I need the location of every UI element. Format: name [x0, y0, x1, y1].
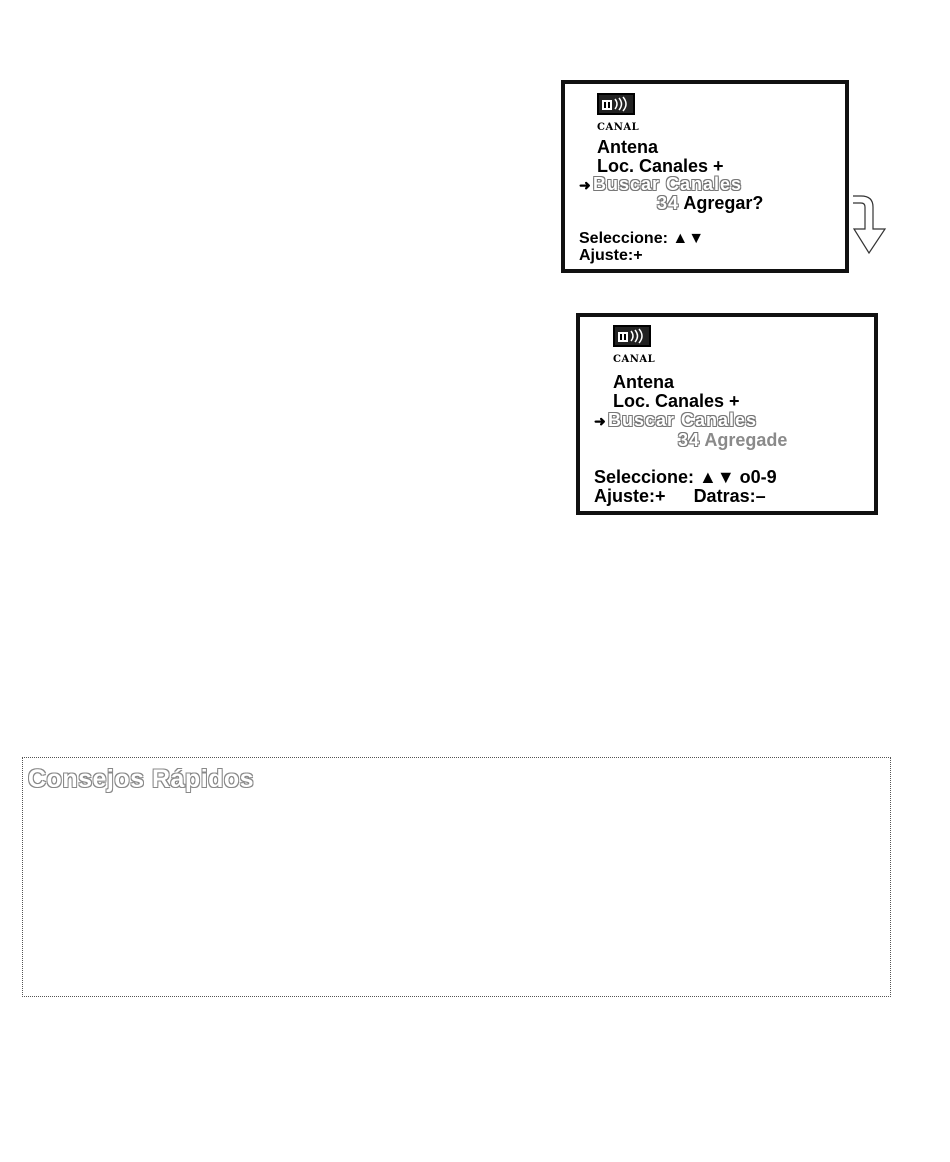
quick-tips-box: [22, 757, 891, 997]
channel-add-row: [657, 194, 763, 212]
added-status: Agregade: [704, 430, 788, 450]
selected-item-label: Buscar Canales: [593, 174, 743, 194]
selection-arrow-icon: ➜: [579, 177, 591, 193]
menu-title: CANAL: [597, 122, 640, 133]
channel-tv-icon: [597, 93, 635, 115]
adjust-hint: Ajuste:+: [594, 486, 666, 506]
select-hint: Seleccione: ▲▼ o0-9: [594, 467, 777, 487]
add-prompt: Agregar?: [683, 193, 764, 213]
menu-item-antena[interactable]: Antena: [613, 372, 675, 392]
channel-number: 34: [678, 430, 701, 450]
selection-arrow-icon: ➜: [594, 413, 606, 429]
hints-row: [594, 487, 766, 505]
osd-screen-add-prompt: [561, 80, 849, 273]
channel-added-row: [678, 431, 787, 449]
channel-number: 34: [657, 193, 680, 213]
menu-item-loc-canales[interactable]: Loc. Canales +: [597, 156, 724, 176]
selected-item-label: Buscar Canales: [608, 410, 758, 430]
menu-item-antena[interactable]: Antena: [597, 137, 659, 157]
select-hint: Seleccione: ▲▼: [579, 230, 705, 247]
menu-title: CANAL: [613, 354, 656, 365]
back-hint: Datras:–: [693, 486, 766, 506]
osd-screen-added: [576, 313, 878, 515]
down-arrow-icon: [851, 193, 891, 257]
menu-item-buscar-canales[interactable]: [594, 411, 757, 430]
quick-tips-title: Consejos Rápidos: [28, 765, 255, 793]
menu-item-loc-canales[interactable]: Loc. Canales +: [613, 391, 740, 411]
adjust-hint: Ajuste:+: [579, 247, 643, 264]
channel-tv-icon: [613, 325, 651, 347]
menu-item-buscar-canales[interactable]: [579, 175, 742, 194]
